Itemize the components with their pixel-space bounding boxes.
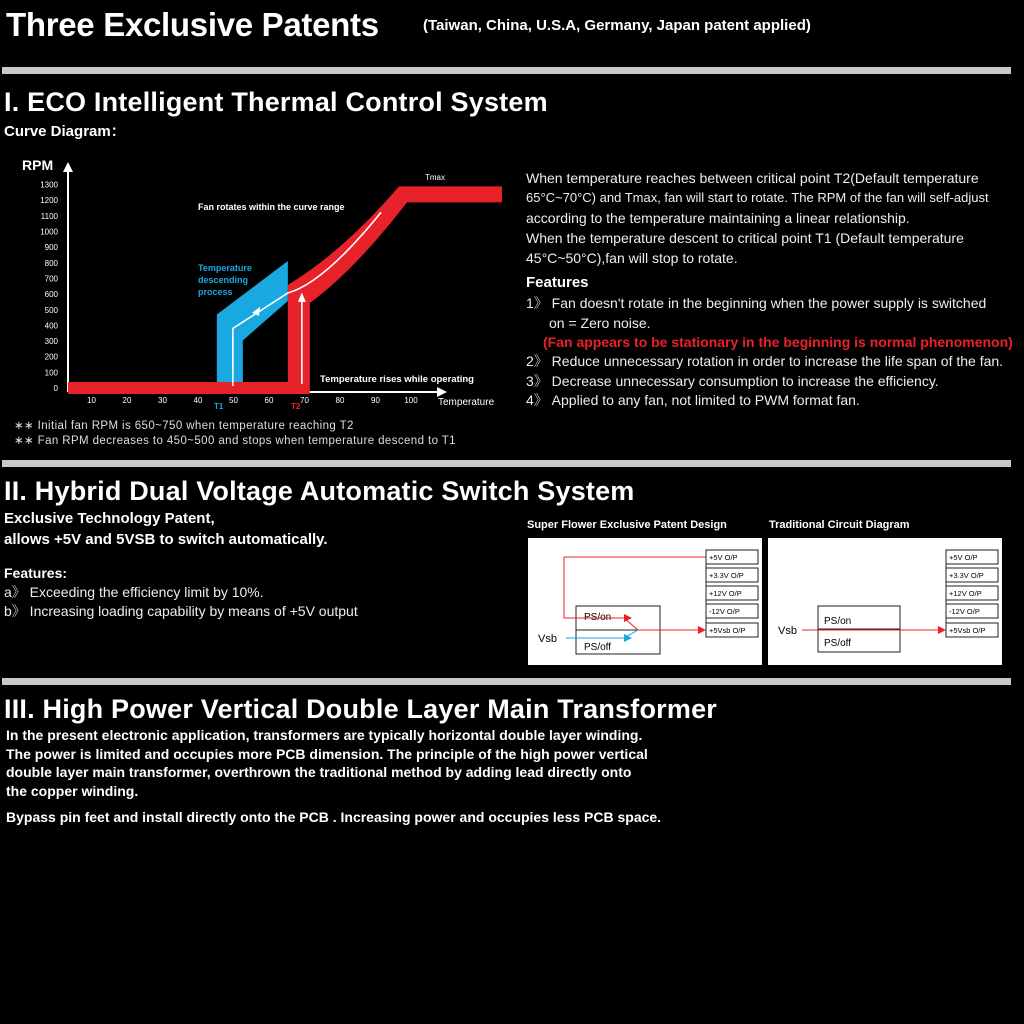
traditional-diagram-title: Traditional Circuit Diagram [769,519,910,531]
ps-on-label: PS/on [824,616,852,627]
feature-item: 3》 Decrease unnecessary consumption to increase the efficiency. [526,372,939,389]
output-boxes [946,550,998,637]
tmax-label: Tmax [425,173,445,182]
y-tick-label: 300 [44,337,58,347]
output-label: +12V O/P [949,589,982,598]
x-tick-label: 50 [229,396,238,405]
y-tick-label: 400 [44,321,58,331]
x-tick-label: 80 [335,396,345,405]
ps-on-label: PS/on [584,612,612,623]
section2-feature-a: a》 Exceeding the efficiency limit by 10%. [4,584,264,600]
x-tick-label: 20 [122,396,132,405]
patent-sub1: Exclusive Technology Patent, [4,510,215,527]
thermal-curve-chart [0,148,520,423]
divider [2,460,1011,467]
section3-paragraph2: Bypass pin feet and install directly onto the PCB . Increasing power and occupies less PCB space. [6,809,662,825]
patent-note: (Taiwan, China, U.S.A, Germany, Japan patent applied) [423,17,811,34]
section3-paragraph [6,726,1006,800]
feature-item: 1》 Fan doesn't rotate in the beginning when the power supply is switched [526,295,987,311]
vsb-label: Vsb [778,625,797,637]
vsb-label: Vsb [538,633,557,645]
feature-item: 4》 Applied to any fan, not limited to PWM format fan. [526,392,860,408]
paragraph-line: the copper winding. [6,782,139,799]
description-line: When the temperature descent to critical point T1 (Default temperature [526,230,964,246]
divider [2,678,1011,685]
feature-item: 2》 Reduce unnecessary rotation in order to increase the life span of the fan. [526,353,1004,369]
x-tick-label: 40 [193,396,203,405]
descending-annotation-line3: process [198,287,233,297]
y-tick-label: 1000 [40,227,58,237]
y-tick-label: 900 [44,243,58,253]
ps-off-label: PS/off [824,638,852,649]
description-line: When temperature reaches between critical point T2(Default temperature [526,170,979,186]
x-tick-label: 10 [87,396,96,405]
description-line: 65°C~70°C) and Tmax, fan will start to rotate. The RPM of the fan will self-adjust [526,190,989,205]
ps-off-label: PS/off [584,642,612,653]
x-tick-label: 100 [404,396,418,405]
y-tick-label: 200 [44,352,58,362]
descending-annotation-line2: descending [198,275,249,285]
rising-annotation: Temperature rises while operating [320,374,474,385]
description-line: according to the temperature maintaining a linear relationship. [526,210,910,226]
y-tick-label: 1300 [40,180,58,190]
t2-label: T2 [291,402,301,411]
output-boxes [706,550,758,637]
features-list [526,294,1021,411]
x-tick-label: 90 [371,396,380,405]
note-decrease-rpm: ∗∗ Fan RPM decreases to 450~500 and stops when temperature descend to T1 [14,435,456,447]
patent-circuit-diagram [528,538,762,665]
output-label: +3.3V O/P [709,571,744,580]
x-tick-label: 30 [158,396,167,405]
section3-heading: III. High Power Vertical Double Layer Main Transformer [4,694,717,724]
y-tick-label: 600 [44,290,58,300]
t1-label: T1 [214,402,224,411]
y-tick-label: 700 [44,274,58,284]
output-label: +5Vsb O/P [949,626,986,635]
feature-item-cont: on = Zero noise. [549,314,651,331]
section2-heading: II. Hybrid Dual Voltage Automatic Switch System [4,476,635,506]
y-tick-label: 500 [44,305,58,315]
x-tick-label: 70 [300,396,309,405]
x-axis-label: Temperature [438,397,495,408]
section1-heading: I. ECO Intelligent Thermal Control System [4,87,548,117]
paragraph-line: double layer main transformer, overthrown the traditional method by adding lead directly onto [6,764,632,780]
output-label: -12V O/P [949,607,980,616]
y-tick-label: 0 [53,384,58,393]
curve-diagram-label: Curve Diagram： [4,123,126,140]
features-title: Features [526,274,589,291]
y-axis-arrow-icon [63,162,73,172]
y-axis-label: RPM [22,157,54,173]
x-axis-arrow-icon [437,387,447,397]
output-label: +5V O/P [709,553,738,562]
output-label: +12V O/P [709,589,742,598]
note-initial-rpm: ∗∗ Initial fan RPM is 650~750 when temperature reaching T2 [14,420,354,432]
paragraph-line: The power is limited and occupies more PCB dimension. The principle of the high power vertical [6,745,648,762]
thermal-description [526,168,1021,268]
curve-range-annotation: Fan rotates within the curve range [198,202,345,212]
page-title: Three Exclusive Patents [6,6,379,43]
feature-red-note: (Fan appears to be stationary in the beginning is normal phenomenon) [543,334,1013,350]
section2-features-title: Features: [4,565,68,581]
y-tick-label: 1100 [40,211,58,221]
output-label: +5V O/P [949,553,978,562]
y-tick-label: 800 [44,258,58,268]
output-label: +5Vsb O/P [709,626,746,635]
paragraph-line: In the present electronic application, transformers are typically horizontal double layer winding. [6,727,643,743]
descending-annotation-line1: Temperature [198,263,252,273]
divider [2,67,1011,74]
y-tick-label: 100 [44,368,58,378]
output-label: -12V O/P [709,607,740,616]
y-tick-label: 1200 [40,196,58,206]
descending-process-band [68,261,288,394]
patent-sub2: allows +5V and 5VSB to switch automatically. [4,531,328,548]
traditional-circuit-diagram [768,538,1002,665]
patent-diagram-title: Super Flower Exclusive Patent Design [527,519,727,531]
x-tick-label: 60 [264,396,274,405]
output-label: +3.3V O/P [949,571,984,580]
section2-feature-b: b》 Increasing loading capability by means of +5V output [4,603,358,619]
description-line: 45°C~50°C),fan will stop to rotate. [526,250,738,266]
